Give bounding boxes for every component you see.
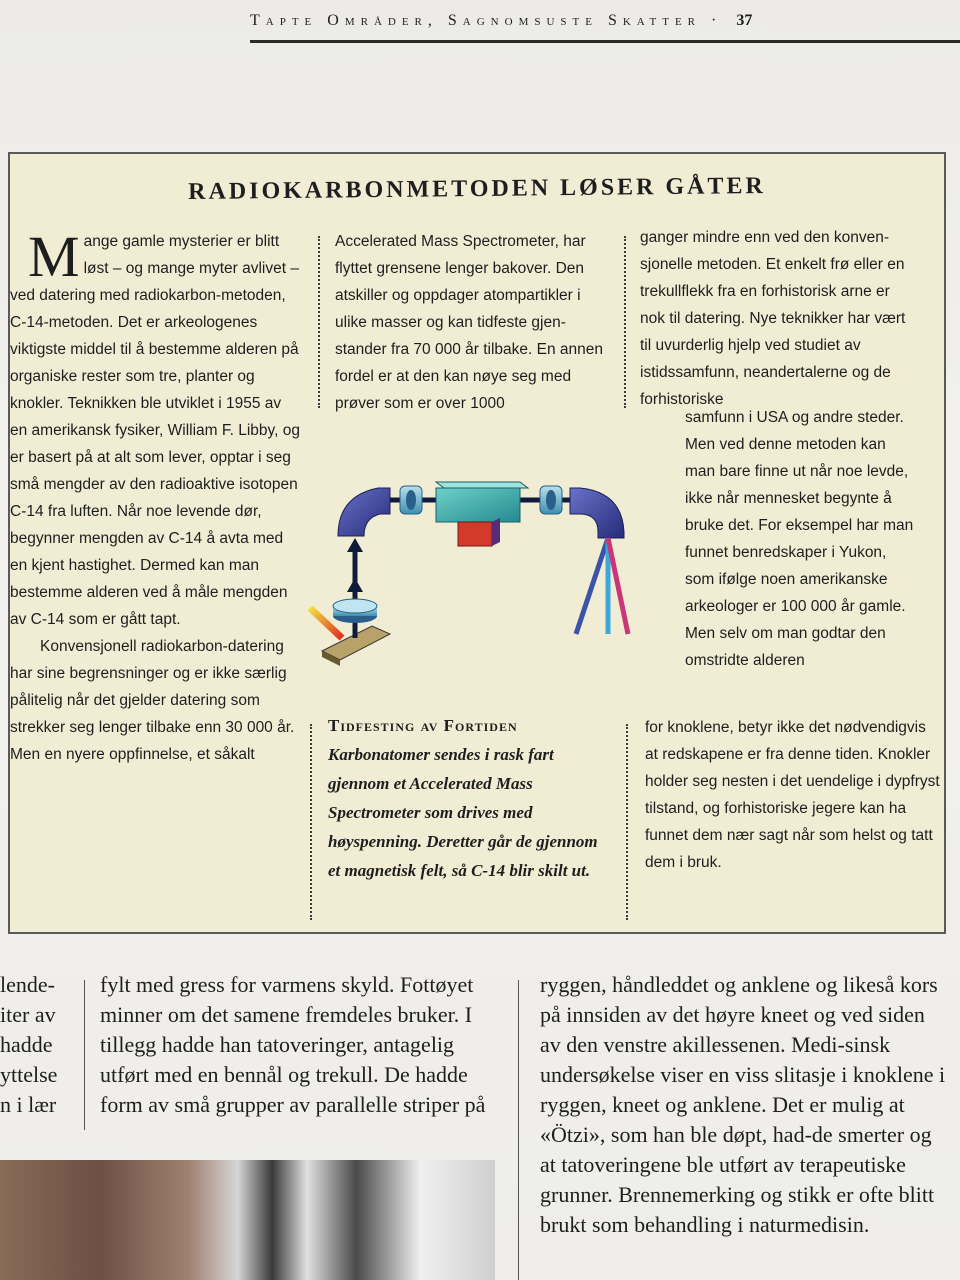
box-column-2	[335, 228, 605, 417]
paragraph: ange gamle mysterier er blitt løst – og mange myter avlivet – ved datering med radiokarbon-metoden, C-14-metoden. Det er arkeologenes viktigste middel til å bestemme alderen på organiske rester som tre, planter og knokler. Teknikken ble utviklet i 1955 av en amerikansk fysiker, William F. Libby, og er basert på at alt som lever, opptar i seg små mengder av den radioaktive isotopen C-14 fra luften. Når noe levende dør, begynner mengden av C-14 å avta med en kjent hastighet. Dermed kan man bestemme alderen ved å måle mengden av C-14 som er gått tapt.	[10, 233, 301, 628]
body-column-middle: fylt med gress for varmens skyld. Fottøyet minner om det samene fremdeles bruker. I tillegg hadde han tatoveringer, antagelig utført med en bennål og trekull. De hadde form av små grupper av parallelle striper på	[100, 972, 486, 1117]
right-magnet-bend	[570, 488, 624, 538]
sidebar-box	[8, 152, 946, 934]
paragraph: for knoklene, betyr ikke det nødvendigvis at redskapene er fra denne tiden. Knokler holder seg nesten i det uendelige i dypfryst tilstand, og forhistoriske jegere kan ha funnet dem nær sagt når som helst og tatt dem i bruk.	[645, 719, 940, 871]
up-arrow-icon	[347, 538, 363, 552]
lens-ring	[540, 486, 562, 514]
column-divider	[318, 236, 320, 408]
caption-body: Karbonatomer sendes i rask fart gjennom et Accelerated Mass Spectrometer som drives med høyspenning. Deretter går de gjennom et magnetisk felt, så C-14 blir skilt ut.	[328, 745, 598, 880]
box-title: RADIOKARBONMETODEN LØSER GÅTER	[188, 172, 766, 206]
column-divider	[626, 724, 628, 920]
column-divider	[624, 236, 626, 408]
accelerator-unit	[436, 482, 528, 546]
lens-ring	[400, 486, 422, 514]
caption-title: Tidfesting av Fortiden	[328, 716, 518, 735]
box-column-3-top	[640, 224, 910, 413]
mass-spectrometer-diagram	[308, 466, 638, 676]
header-section-name: Tapte Områder, Sagnomsuste Skatter ·	[250, 12, 723, 29]
paragraph: Accelerated Mass Spectrometer, har flyttet grensene lenger bakover. Den atskiller og oppdager atompartikler i ulike masser og kan tidfeste gjen-stander fra 70 000 år tilbake. En annen fordel er at den kan nøye seg med prøver som er over 1000	[335, 233, 603, 412]
paragraph: Konvensjonell radiokarbon-datering har sine begrensninger og er ikke særlig pålitelig når det gjelder datering som strekker seg lenger tilbake enn 30 000 år. Men en nyere oppfinnelse, et såkalt	[10, 638, 295, 763]
header-rule	[250, 40, 960, 43]
paragraph: ganger mindre enn ved den konven-sjonelle metoden. Et enkelt frø eller en trekullflekk fra en forhistorisk arne er nok til datering. Nye teknikker har vært til uvurderlig hjelp ved studiet av istidssamfunn, neandertalerne og de forhistoriske	[640, 229, 906, 408]
lens-cylinder	[333, 599, 377, 623]
header-title	[250, 12, 752, 30]
running-header	[250, 6, 960, 46]
separated-beam-c13	[608, 538, 628, 634]
column-divider	[310, 724, 312, 920]
column-rule	[518, 980, 519, 1280]
column-rule	[84, 980, 85, 1130]
diagram-caption	[328, 716, 613, 885]
up-arrow-icon	[347, 578, 363, 592]
box-column-1	[10, 224, 302, 768]
box-column-3-bottom	[645, 714, 940, 876]
page-number: 37	[736, 12, 753, 29]
body-column-right: ryggen, håndleddet og anklene og likeså kors på innsiden av det høyre kneet og ved siden av den venstre akillessenen. Medi-sinsk undersøkelse viser en viss slitasje i knoklene i ryggen, kneet og anklene. Det er mulig at «Ötzi», som han ble døpt, had-de smerter og at tatoveringene ble utført av terapeutiske grunner. Brennemerking og stikk er ofte blitt brukt som behandling i naturmedisin.	[540, 972, 946, 1237]
body-column-left-cropped: lende- iter av hadde yttelse n i lær	[0, 972, 58, 1117]
bottom-photo	[0, 1160, 495, 1280]
separated-beam-c14	[576, 538, 608, 634]
paragraph: samfunn i USA og andre steder. Men ved denne metoden kan man bare finne ut når noe levde, ikke når mennesket begynte å bruke det. For eksempel har man funnet benredskaper i Yukon, som ifølge noen amerikanske arkeologer er 100 000 år gamle. Men selv om man godtar den omstridte alderen	[685, 409, 914, 669]
box-column-3-middle	[685, 404, 915, 674]
left-magnet-bend	[338, 488, 390, 536]
drop-cap: M	[28, 224, 80, 289]
